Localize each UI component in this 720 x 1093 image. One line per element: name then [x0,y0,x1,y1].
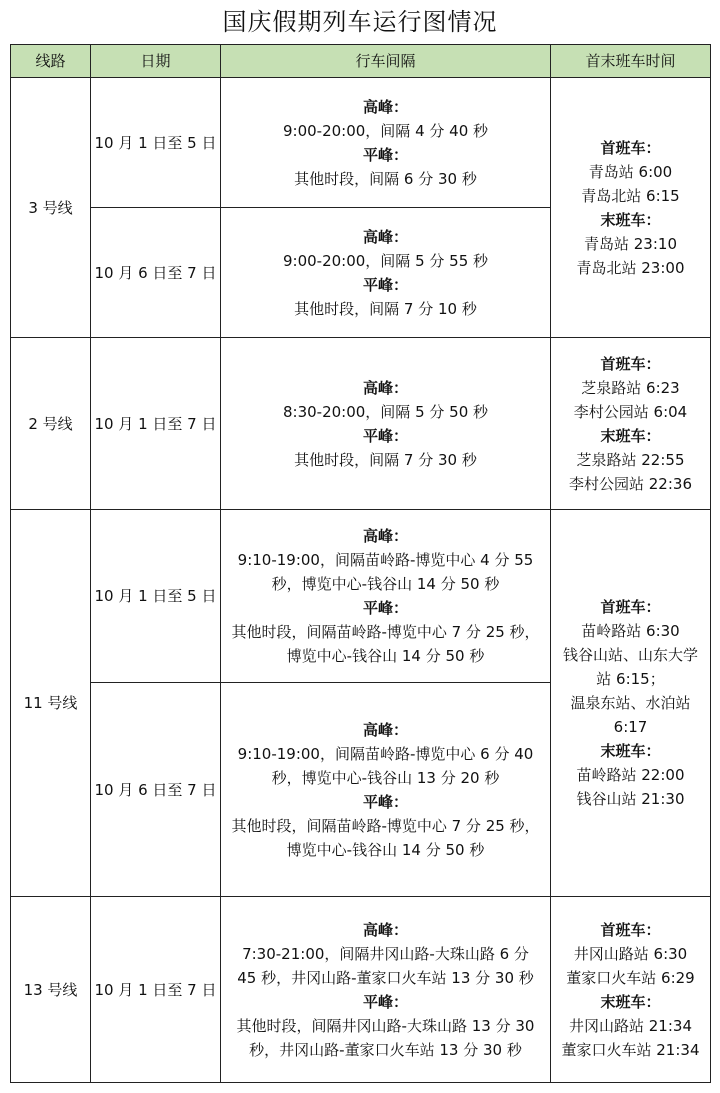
peak-label: 高峰： [362,97,408,116]
date-cell: 10 月 1 日至 5 日 [91,510,221,683]
first-train-label: 首班车： [600,354,661,373]
date-cell: 10 月 1 日至 7 日 [91,338,221,510]
date-cell: 10 月 1 日至 7 日 [91,897,221,1083]
peak-text: 秒，博览中心-钱谷山 13 分 20 秒 [271,768,500,787]
offpeak-label: 平峰： [362,145,408,164]
peak-label: 高峰： [362,527,408,545]
offpeak-label: 平峰： [362,599,408,617]
peak-text: 45 秒，井冈山路-董家口火车站 13 分 30 秒 [237,968,534,987]
offpeak-text: 其他时段，间隔 6 分 30 秒 [294,169,477,188]
line-cell: 3 号线 [11,78,91,338]
interval-cell [221,683,551,897]
offpeak-text: 秒，井冈山路-董家口火车站 13 分 30 秒 [249,1040,522,1059]
peak-text: 9:10-19:00，间隔苗岭路-博览中心 6 分 40 [237,744,534,763]
header-times: 首末班车时间 [551,45,711,78]
last-train-text: 李村公园站 22:36 [569,474,692,493]
interval-cell [221,338,551,510]
last-train-text: 钱谷山站 21:30 [576,790,685,808]
first-train-label: 首班车： [600,138,661,157]
date-cell: 10 月 6 日至 7 日 [91,208,221,338]
table-row [11,78,711,208]
first-train-text: 井冈山路站 6:30 [573,944,688,963]
offpeak-text: 博览中心-钱谷山 14 分 50 秒 [286,647,485,665]
offpeak-text: 其他时段，间隔 7 分 30 秒 [294,450,477,469]
schedule-body [11,78,711,1083]
times-cell [551,78,711,338]
offpeak-text: 其他时段，间隔苗岭路-博览中心 7 分 25 秒， [231,623,540,641]
line-cell: 13 号线 [11,897,91,1083]
interval-cell [221,510,551,683]
offpeak-text: 博览中心-钱谷山 14 分 50 秒 [286,840,485,859]
offpeak-label: 平峰： [362,275,408,294]
offpeak-label: 平峰： [362,792,408,811]
first-train-text: 钱谷山站、山东大学 [562,646,698,664]
line-cell: 2 号线 [11,338,91,510]
first-train-text: 李村公园站 6:04 [573,402,688,421]
offpeak-text: 其他时段，间隔苗岭路-博览中心 7 分 25 秒， [231,816,540,835]
first-train-text: 青岛北站 6:15 [581,186,680,205]
table-row [11,510,711,683]
first-train-text: 苗岭路站 6:30 [581,622,680,640]
line-cell: 11 号线 [11,510,91,897]
interval-cell [221,208,551,338]
offpeak-label: 平峰： [362,992,408,1011]
last-train-text: 青岛北站 23:00 [576,258,685,277]
header-row [11,45,711,78]
peak-text: 秒，博览中心-钱谷山 14 分 50 秒 [271,575,500,593]
times-cell [551,338,711,510]
last-train-label: 末班车： [600,992,661,1011]
page-title: 国庆假期列车运行图情况 [222,8,498,36]
times-cell [551,897,711,1083]
first-train-label: 首班车： [600,920,661,939]
first-train-text: 青岛站 6:00 [588,162,673,181]
date-cell: 10 月 6 日至 7 日 [91,683,221,897]
last-train-text: 井冈山路站 21:34 [569,1016,692,1035]
interval-cell [221,897,551,1083]
peak-label: 高峰： [362,920,408,939]
header-interval: 行车间隔 [221,45,551,78]
first-train-text: 董家口火车站 6:29 [566,968,695,987]
last-train-text: 苗岭路站 22:00 [576,766,685,784]
last-train-label: 末班车： [600,210,661,229]
offpeak-text: 其他时段，间隔 7 分 10 秒 [294,299,477,318]
last-train-text: 青岛站 23:10 [584,234,677,253]
peak-text: 9:00-20:00，间隔 5 分 55 秒 [282,251,489,270]
peak-label: 高峰： [362,720,408,739]
interval-cell [221,78,551,208]
peak-text: 8:30-20:00，间隔 5 分 50 秒 [282,402,489,421]
peak-label: 高峰： [362,227,408,246]
first-train-text: 6:17 [613,718,648,736]
first-train-label: 首班车： [600,598,661,616]
last-train-label: 末班车： [600,426,661,445]
header-line: 线路 [11,45,91,78]
date-cell: 10 月 1 日至 5 日 [91,78,221,208]
table-row [11,897,711,1083]
first-train-text: 站 6:15； [596,670,665,688]
offpeak-label: 平峰： [362,426,408,445]
last-train-text: 芝泉路站 22:55 [576,450,685,469]
peak-text: 7:30-21:00，间隔井冈山路-大珠山路 6 分 [242,944,529,963]
offpeak-text: 其他时段，间隔井冈山路-大珠山路 13 分 30 [236,1016,535,1035]
peak-text: 9:10-19:00，间隔苗岭路-博览中心 4 分 55 [237,551,534,569]
first-train-text: 温泉东站、水泊站 [570,694,691,712]
last-train-label: 末班车： [600,742,661,760]
first-train-text: 芝泉路站 6:23 [581,378,680,397]
header-date: 日期 [91,45,221,78]
table-row [11,338,711,510]
peak-text: 9:00-20:00，间隔 4 分 40 秒 [282,121,489,140]
schedule-table [10,44,711,1083]
times-cell [551,510,711,897]
peak-label: 高峰： [362,378,408,397]
last-train-text: 董家口火车站 21:34 [561,1040,700,1059]
